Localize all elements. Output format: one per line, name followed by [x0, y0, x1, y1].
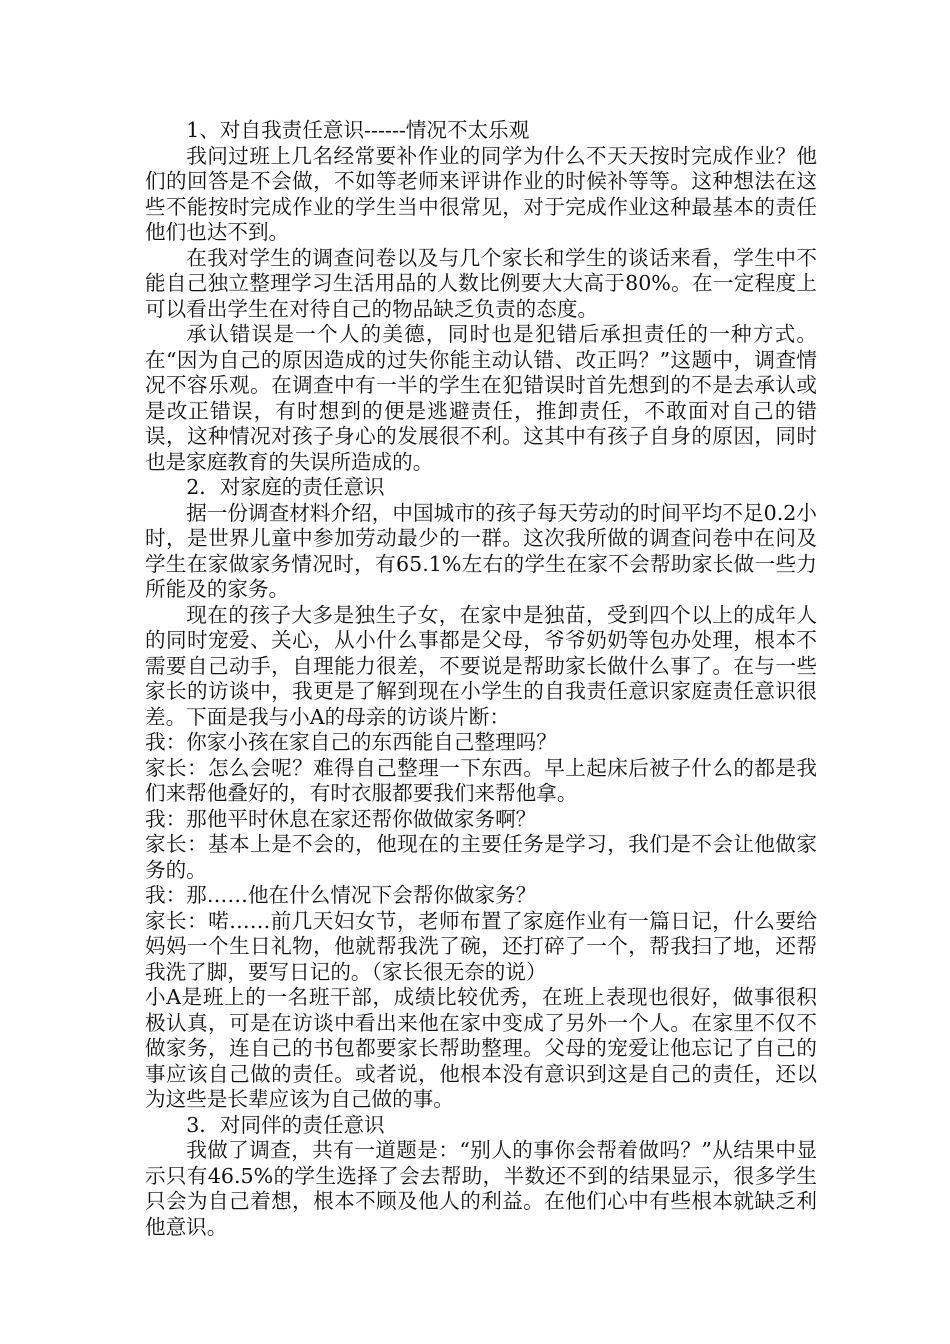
section-3-paragraph: 我做了调查，共有一道题是：“别人的事你会帮着做吗？”从结果中显示只有46.5%的学生选择了会去帮助，半数还不到的结果显示，很多学生只会为自己着想，根本不顾及他人的利益。在他们心中有些根本就缺乏利他意识。	[145, 1138, 817, 1239]
interview-summary: 小A是班上的一名班干部，成绩比较优秀，在班上表现也很好，做事很积极认真，可是在访谈中看出来他在家中变成了另外一个人。在家里不仅不做家务，连自己的书包都要家长帮助整理。父母的宠爱让他忘记了自己的事应该自己做的责任。或者说，他根本没有意识到这是自己的责任，还以为这些是长辈应该为自己做的事。	[145, 985, 817, 1111]
section-1-paragraph: 我问过班上几名经常要补作业的同学为什么不天天按时完成作业？他们的回答是不会做，不如等老师来评讲作业的时候补等等。这种想法在这些不能按时完成作业的学生当中很常见，对于完成作业这种最基本的责任他们也达不到。	[145, 143, 817, 244]
document-body	[145, 118, 817, 1240]
section-2-heading: 2．对家庭的责任意识	[186, 475, 385, 499]
section-2-paragraph: 据一份调查材料介绍，中国城市的孩子每天劳动的时间平均不足0.2小时，是世界儿童中参加劳动最少的一群。这次我所做的调查问卷中在问及学生在家做家务情况时，有65.1%左右的学生在家不会帮助家长做一些力所能及的家务。	[145, 500, 817, 601]
section-1-paragraph: 承认错误是一个人的美德，同时也是犯错后承担责任的一种方式。在“因为自己的原因造成的过失你能主动认错、改正吗？”这题中，调查情况不容乐观。在调查中有一半的学生在犯错误时首先想到的不是去承认或是改正错误，有时想到的便是逃避责任，推卸责任，不敢面对自己的错误，这种情况对孩子身心的发展很不利。这其中有孩子自身的原因，同时也是家庭教育的失误所造成的。	[145, 322, 817, 474]
interview-line: 家长：喏……前几天妇女节，老师布置了家庭作业有一篇日记，什么要给妈妈一个生日礼物，他就帮我洗了碗，还打碎了一个，帮我扫了地，还帮我洗了脚，要写日记的。（家长很无奈的说）	[145, 908, 817, 984]
interview-line: 家长：怎么会呢？难得自己整理一下东西。早上起床后被子什么的都是我们来帮他叠好的，有时衣服都要我们来帮他拿。	[145, 755, 817, 805]
section-1-paragraph: 在我对学生的调查问卷以及与几个家长和学生的谈话来看，学生中不能自己独立整理学习生活用品的人数比例要大大高于80%。在一定程度上可以看出学生在对待自己的物品缺乏负责的态度。	[145, 245, 817, 321]
section-2-paragraph: 现在的孩子大多是独生子女，在家中是独苗，受到四个以上的成年人的同时宠爱、关心，从小什么事都是父母，爷爷奶奶等包办处理，根本不需要自己动手，自理能力很差，不要说是帮助家长做什么事了。在与一些家长的访谈中，我更是了解到现在小学生的自我责任意识家庭责任意识很差。下面是我与小A的母亲的访谈片断：	[145, 602, 817, 729]
interview-line: 我：那……他在什么情况下会帮你做家务？	[145, 883, 537, 907]
section-1-heading: 1、对自我责任意识------情况不太乐观	[186, 118, 530, 142]
section-3-heading: 3．对同伴的责任意识	[186, 1112, 385, 1137]
interview-line: 我：那他平时休息在家还帮你做做家务啊？	[145, 806, 537, 831]
interview-line: 家长：基本上是不会的，他现在的主要任务是学习，我们是不会让他做家务的。	[145, 832, 817, 882]
interview-line: 我：你家小孩在家自己的东西能自己整理吗？	[145, 730, 557, 754]
